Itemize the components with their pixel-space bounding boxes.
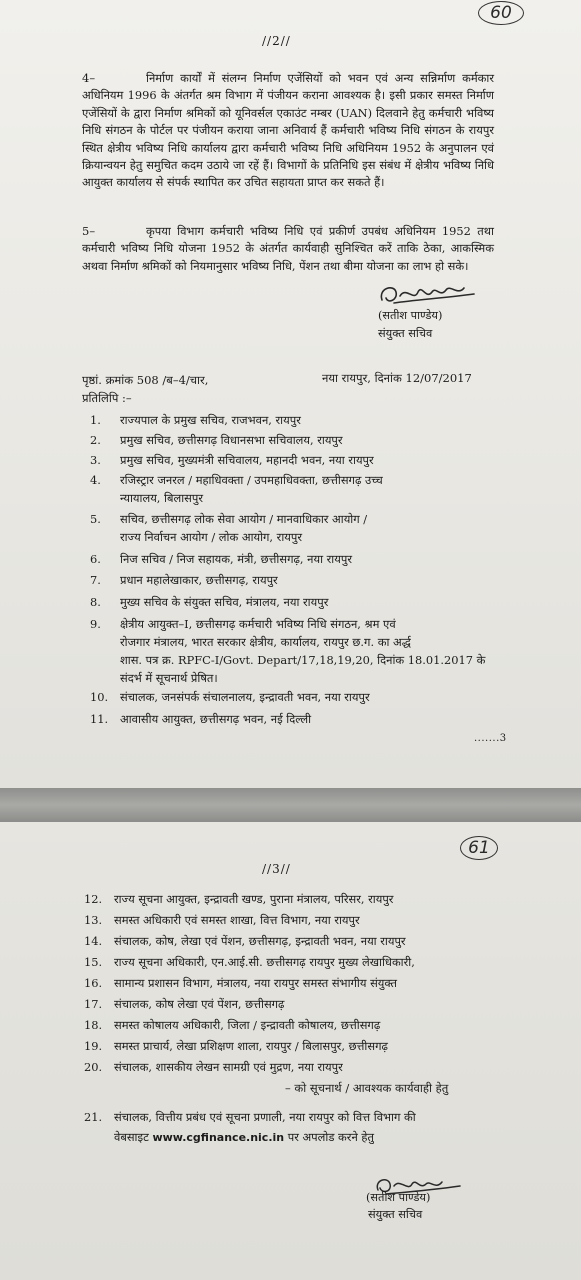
signature-title: संयुक्त सचिव (378, 327, 433, 340)
copy-item: 18. समस्त कोषालय अधिकारी, जिला / इन्द्रावती कोषालय, छत्तीसगढ़ (84, 1018, 381, 1032)
para-4-text: निर्माण कार्यों में संलग्न निर्माण एजेंसियों को भवन एवं अन्य सन्निर्माण कर्मकार अधिनियम 1996 के अंतर्गत श्रम विभाग में पंजीयन कराना आवश्यक है। इसी प्रकार समस्त निर्माण एजेंसियों के द्वारा निर्माण श्रमिकों को यूनिवर्सल एकाउंट नम्बर (UAN) दिलवाने हेतु कर्मचारी भविष्य निधि संगठन के पोर्टल पर पंजीयन कराया जाना अनिवार्य हैं कर्मचारी भविष्य निधि संगठन के रायपुर स्थित क्षेत्रीय भविष्य निधि कार्यालय द्वारा कर्मचारी भविष्य निधि अधिनियम 1952 के अनुपालन एवं क्रियान्वयन हेतु समुचित कदम उठाये जा रहें हैं। विभागों के प्रतिनिधि इस संबंध में क्षेत्रीय भविष्य निधि आयुक्त कार्यालय से संपर्क स्थापित कर उचित सहायता प्राप्त कर सकते हैं। (82, 71, 494, 190)
copy-item: 9. क्षेत्रीय आयुक्त–I, छत्तीसगढ़ कर्मचारी भविष्य निधि संगठन, श्रम एवं रोजगार मंत्रालय, भारत सरकार क्षेत्रीय, कार्यालय, रायपुर छ.ग. का अर्द्ध शास. पत्र क्र. RPFC-I/Govt. Depart/17,18,19,20, दिनांक 18.01.2017 के संदर्भ में सूचनार्थ प्रेषित। (90, 617, 486, 685)
copy-item: 5. सचिव, छत्तीसगढ़ लोक सेवा आयोग / मानवाधिकार आयोग / राज्य निर्वाचन आयोग / लोक आयोग, रायपुर (90, 512, 368, 544)
copy-item: 7. प्रधान महालेखाकार, छत्तीसगढ़, रायपुर (90, 573, 278, 587)
continuation-marker: .......3 (474, 733, 507, 744)
copy-item: 20. संचालक, शासकीय लेखन सामग्री एवं मुद्रण, नया रायपुर (84, 1060, 343, 1074)
signature-image (374, 278, 484, 310)
copy-item: 1. राज्यपाल के प्रमुख सचिव, राजभवन, रायपुर (90, 413, 301, 427)
para-4-number: 4– (82, 71, 96, 85)
page-marker: //3// (262, 862, 291, 876)
copy-item: 3. प्रमुख सचिव, मुख्यमंत्री सचिवालय, महानदी भवन, नया रायपुर (90, 453, 374, 467)
page-gap (0, 788, 581, 822)
copy-item: 16. सामान्य प्रशासन विभाग, मंत्रालय, नया रायपुर समस्त संभागीय संयुक्त (84, 976, 398, 990)
copy-item: 8. मुख्य सचिव के संयुक्त सचिव, मंत्रालय, नया रायपुर (90, 595, 329, 609)
copy-item: 10. संचालक, जनसंपर्क संचालनालय, इन्द्रावती भवन, नया रायपुर (90, 690, 370, 704)
signature-name: (सतीश पाण्डेय) (366, 1191, 431, 1204)
para-5-number: 5– (82, 224, 96, 238)
copy-item: 17. संचालक, कोष लेखा एवं पेंशन, छत्तीसगढ़ (84, 997, 285, 1011)
copy-item: 15. राज्य सूचना अधिकारी, एन.आई.सी. छत्तीसगढ़ रायपुर मुख्य लेखाधिकारी, (84, 955, 415, 969)
document-page-3 (0, 822, 581, 1280)
copy-item-website: 21. संचालक, वित्तीय प्रबंध एवं सूचना प्रणाली, नया रायपुर को वित्त विभाग की वेबसाइट www.cgfinance.nic.in पर अपलोड करने हेतु (84, 1110, 416, 1144)
handwritten-page-number: 61 (460, 836, 498, 860)
page-marker: //2// (262, 34, 291, 48)
copy-item: 13. समस्त अधिकारी एवं समस्त शाखा, वित्त विभाग, नया रायपुर (84, 913, 360, 927)
signature-title: संयुक्त सचिव (368, 1208, 423, 1221)
endorsement-ref: पृष्ठां. क्रमांक 508 /ब–4/चार, (82, 373, 209, 387)
purpose-line: – को सूचनार्थ / आवश्यक कार्यवाही हेतु (285, 1081, 449, 1095)
copy-item: 14. संचालक, कोष, लेखा एवं पेंशन, छत्तीसगढ़, इन्द्रावती भवन, नया रायपुर (84, 934, 406, 948)
copy-item: 6. निज सचिव / निज सहायक, मंत्री, छत्तीसगढ़, नया रायपुर (90, 552, 352, 566)
handwritten-page-number: 60 (478, 1, 524, 25)
endorsement-place-date: नया रायपुर, दिनांक 12/07/2017 (322, 371, 472, 385)
signature-name: (सतीश पाण्डेय) (378, 309, 443, 322)
copy-item: 12. राज्य सूचना आयुक्त, इन्द्रावती खण्ड, पुराना मंत्रालय, परिसर, रायपुर (84, 892, 394, 906)
website-url: www.cgfinance.nic.in (152, 1131, 285, 1144)
copy-item: 2. प्रमुख सचिव, छत्तीसगढ़ विधानसभा सचिवालय, रायपुर (90, 433, 343, 447)
copy-label: प्रतिलिपि :– (82, 391, 132, 405)
copy-item: 4. रजिस्ट्रार जनरल / महाधिवक्ता / उपमहाधिवक्ता, छत्तीसगढ़ उच्च न्यायालय, बिलासपुर (90, 473, 383, 505)
copy-item: 11. आवासीय आयुक्त, छत्तीसगढ़ भवन, नई दिल्ली (90, 712, 312, 726)
copy-item: 19. समस्त प्राचार्य, लेखा प्रशिक्षण शाला, रायपुर / बिलासपुर, छत्तीसगढ़ (84, 1039, 388, 1053)
para-5-text: कृपया विभाग कर्मचारी भविष्य निधि एवं प्रकीर्ण उपबंध अधिनियम 1952 तथा कर्मचारी भविष्य निधि योजना 1952 के अंतर्गत कार्यवाही सुनिश्चित करें ताकि ठेका, आकस्मिक अथवा निर्माण श्रमिकों को नियमानुसार भविष्य निधि, पेंशन तथा बीमा योजना का लाभ हो सके। (82, 224, 494, 273)
